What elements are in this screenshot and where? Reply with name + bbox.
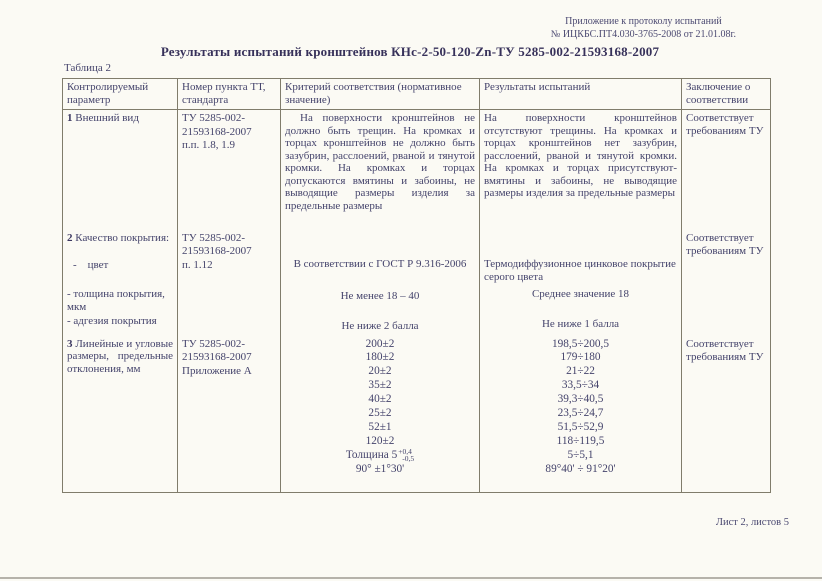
tolerance-lower: -0,5	[402, 453, 415, 463]
criterion-value: 40±2	[368, 393, 392, 406]
clause-line: 21593168-2007	[182, 351, 252, 363]
row-number: 1	[67, 112, 73, 124]
criterion-angle: 90° ±1°30'	[355, 462, 405, 475]
criterion-color: В соответствии с ГОСТ Р 9.316-2006	[293, 257, 467, 270]
cell-result-1	[480, 110, 682, 230]
cell-clause-2	[178, 230, 281, 336]
cell-result-2	[480, 230, 682, 336]
row-number: 2	[67, 231, 73, 244]
tolerance-base: Толщина 5	[345, 448, 398, 461]
criterion-adhesion: Не ниже 2 балла	[341, 319, 419, 332]
result-value: 118÷119,5	[556, 434, 605, 447]
result-value: 89°40' ÷ 91°20'	[545, 462, 616, 475]
param-subitem-thickness: - толщина покрытия, мкм	[67, 287, 168, 313]
param-subitem-adhesion: - адгезия покрытия	[67, 314, 157, 327]
table-caption: Таблица 2	[64, 62, 112, 74]
col-header-param: Контролируемый параметр	[63, 79, 178, 110]
cell-conclusion-3: Соответствует требованиям ТУ	[682, 336, 771, 493]
cell-param-1	[63, 110, 178, 230]
tolerance-upper: +0,4	[398, 447, 412, 457]
result-color: Термодиффузионное цинковое покрытие серого цвета	[484, 257, 676, 283]
table-row-coating	[63, 230, 771, 336]
document-title: Результаты испытаний кронштейнов КНс-2-50-120-Zn-ТУ 5285-002-21593168-2007	[160, 44, 660, 59]
result-adhesion: Не ниже 1 балла	[541, 317, 620, 330]
criterion-value: 200±2	[365, 337, 395, 350]
result-value: 5÷5,1	[567, 448, 594, 461]
result-text: На поверхности кронштейнов отсутствуют трещины. На кромках и торцах кронштейнов нет зазубрин, расслоений, рваной и тянутой кромки. На кромках и торцах присутствуют-вмятины и забоины, не выводящие размеры изделия за предельные размеры	[484, 112, 677, 199]
param-label: Линейные и угловые размеры, предельные отклонения, мм	[67, 337, 173, 375]
criterion-value: 180±2	[365, 351, 395, 364]
annex-line1: Приложение к протоколу испытаний	[565, 16, 722, 27]
cell-criterion-2	[281, 230, 480, 336]
page-footer: Лист 2, листов 5	[715, 517, 789, 528]
criterion-value: 35±2	[368, 379, 392, 392]
results-table	[62, 78, 771, 493]
cell-clause-3	[178, 336, 281, 493]
row-number: 3	[67, 337, 73, 350]
clause-line: ТУ 5285-002-	[182, 337, 246, 350]
result-value: 21÷22	[566, 365, 595, 378]
col-header-clause: Номер пункта ТТ, стандарта	[178, 79, 281, 110]
col-header-criterion: Критерий соответствия (нормативное значение)	[281, 79, 480, 110]
cell-result-3	[480, 336, 682, 493]
cell-param-2	[63, 230, 178, 336]
criterion-value: 52±1	[368, 420, 392, 433]
clause-line: Приложение А	[182, 364, 252, 377]
param-label: Качество покрытия:	[75, 231, 170, 244]
header-row	[63, 79, 771, 110]
cell-criterion-3	[281, 336, 480, 493]
clause-line: 21593168-2007	[182, 245, 252, 257]
cell-conclusion-1: Соответствует требованиям ТУ	[682, 110, 771, 230]
criterion-thickness: Не менее 18 – 40	[340, 289, 420, 302]
cell-criterion-1	[281, 110, 480, 230]
param-label: Внешний вид	[75, 112, 139, 124]
table-row-appearance	[63, 110, 771, 230]
cell-clause-1	[178, 110, 281, 230]
col-header-conclusion: Заключение о соответствии	[682, 79, 771, 110]
tolerance-limits	[398, 449, 414, 462]
result-value: 179÷180	[560, 351, 601, 364]
page-bottom-edge	[0, 577, 822, 579]
criterion-value: 120±2	[365, 434, 395, 447]
result-thickness: Среднее значение 18	[531, 287, 630, 300]
table-row-dimensions	[63, 336, 771, 493]
result-value: 51,5÷52,9	[557, 420, 604, 433]
criterion-text: На поверхности кронштейнов не должно быть трещин. На кромках и торцах кронштейнов не должно быть зазубрин, расслоений, рваной и тянутой кромки. На кромках и торцах допускаются вмятины и забоины, не выводящие размеры изделия за предельные размеры	[285, 112, 475, 212]
result-value: 39,3÷40,5	[557, 393, 604, 406]
result-value: 23,5÷24,7	[557, 407, 604, 420]
result-value: 33,5÷34	[561, 379, 600, 392]
result-value: 198,5÷200,5	[551, 337, 610, 350]
criterion-value: 20±2	[368, 365, 392, 378]
clause-line: 21593168-2007	[182, 125, 252, 138]
cell-conclusion-2: Соответствует требованиям ТУ	[682, 230, 771, 336]
clause-line: п.п. 1.8, 1.9	[182, 139, 236, 151]
clause-line: ТУ 5285-002-	[182, 112, 246, 124]
clause-line: п. 1.12	[182, 258, 213, 271]
criterion-value: 25±2	[368, 407, 392, 420]
param-subitem-color: - цвет	[73, 258, 109, 271]
criterion-thickness-tolerance	[285, 449, 475, 463]
cell-param-3	[63, 336, 178, 493]
annex-line2: № ИЦКБС.ПТ4.030-3765-2008 от 21.01.08г.	[550, 29, 736, 40]
annex-note	[551, 15, 736, 41]
col-header-results: Результаты испытаний	[480, 79, 682, 110]
clause-line: ТУ 5285-002-	[182, 231, 246, 244]
